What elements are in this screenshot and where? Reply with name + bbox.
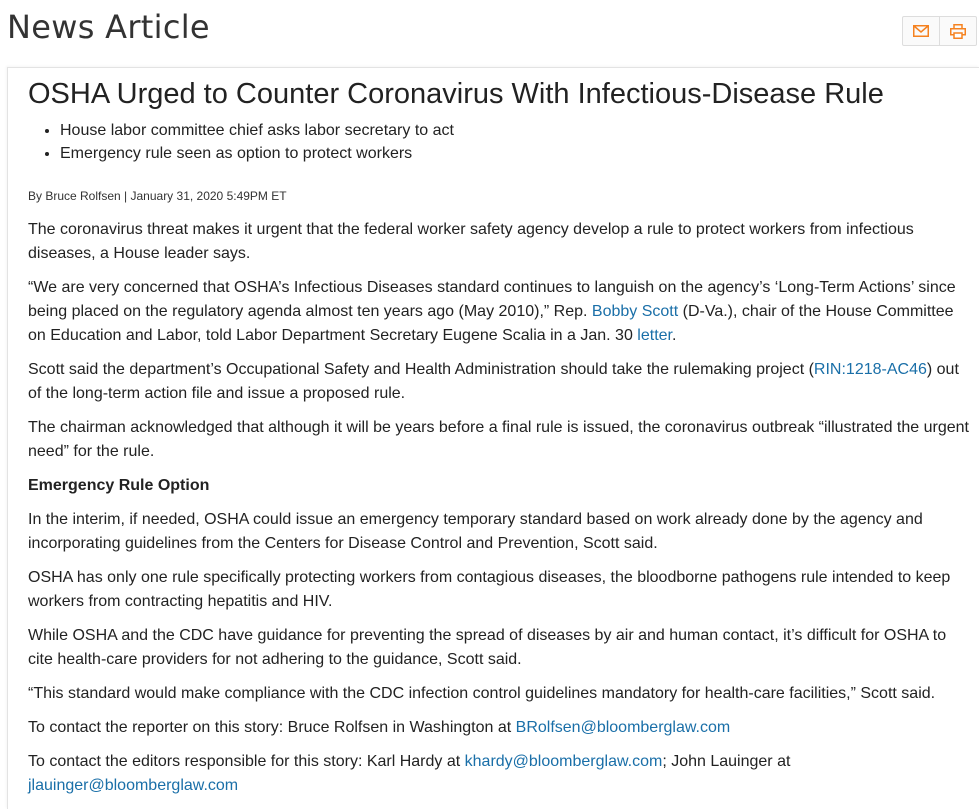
email-button[interactable] [903,17,939,45]
paragraph: The chairman acknowledged that although it will be years before a final rule is issued, the coronavirus outbreak “illustrated the urgent need” for the rule. [28,419,969,460]
summary-item: • House labor committee chief asks labor secretary to act [60,119,454,142]
envelope-icon [913,25,929,37]
summary-item: • Emergency rule seen as option to protect workers [60,142,454,165]
reporter-contact: To contact the reporter on this story: Bruce Rolfsen in Washington at BRolfsen@bloomberglaw.com [28,719,731,736]
editor-email-link-jlauinger[interactable]: jlauinger@bloomberglaw.com [28,777,239,794]
paragraph: “This standard would make compliance with the CDC infection control guidelines mandatory for health-care facilities,” Scott said. [28,685,936,702]
bobby-scott-link[interactable]: Bobby Scott [591,303,679,320]
article-actions [902,16,977,46]
summary-list [28,119,454,165]
printer-icon [950,24,966,39]
reporter-email-link[interactable]: BRolfsen@bloomberglaw.com [515,719,731,736]
paragraph: “We are very concerned that OSHA’s Infectious Diseases standard continues to languish on the agency’s ‘Long-Term Actions’ since being placed on the regulatory agenda almost ten years ago (May 2010),” Rep. Bobby Scott (D-Va.), chair of the House Committee on Education and Labor, told Labor Department Secretary Eugene Scalia in a Jan. 30 letter. [28,279,956,344]
article-card [7,67,979,809]
print-button[interactable] [939,17,976,45]
paragraph: OSHA has only one rule specifically protecting workers from contagious diseases, the bloodborne pathogens rule intended to keep workers from contracting hepatitis and HIV. [28,569,951,610]
editor-contact: To contact the editors responsible for this story: Karl Hardy at khardy@bloomberglaw.com; John Lauinger at jlauinger@bloomberglaw.com [28,753,791,794]
rin-link[interactable]: RIN:1218-AC46 [813,361,927,378]
paragraph: Scott said the department’s Occupational Safety and Health Administration should take the rulemaking project (RIN:1218-AC46) out of the long-term action file and issue a proposed rule. [28,361,959,402]
section-heading: Emergency Rule Option [28,477,210,494]
page-title: News Article [7,8,210,46]
paragraph: In the interim, if needed, OSHA could issue an emergency temporary standard based on work already done by the agency and incorporating guidelines from the Centers for Disease Control and Prevention, Scott said. [28,511,923,552]
byline: By Bruce Rolfsen | January 31, 2020 5:49PM ET [28,189,287,203]
letter-link[interactable]: letter [637,327,672,344]
article-body [28,218,973,808]
paragraph: The coronavirus threat makes it urgent that the federal worker safety agency develop a rule to protect workers from infectious diseases, a House leader says. [28,221,914,262]
editor-email-link-khardy[interactable]: khardy@bloomberglaw.com [464,753,663,770]
article-headline: OSHA Urged to Counter Coronavirus With Infectious-Disease Rule [28,78,884,110]
paragraph: While OSHA and the CDC have guidance for preventing the spread of diseases by air and human contact, it’s difficult for OSHA to cite health-care providers for not adhering to the guidance, Scott said. [28,627,947,668]
